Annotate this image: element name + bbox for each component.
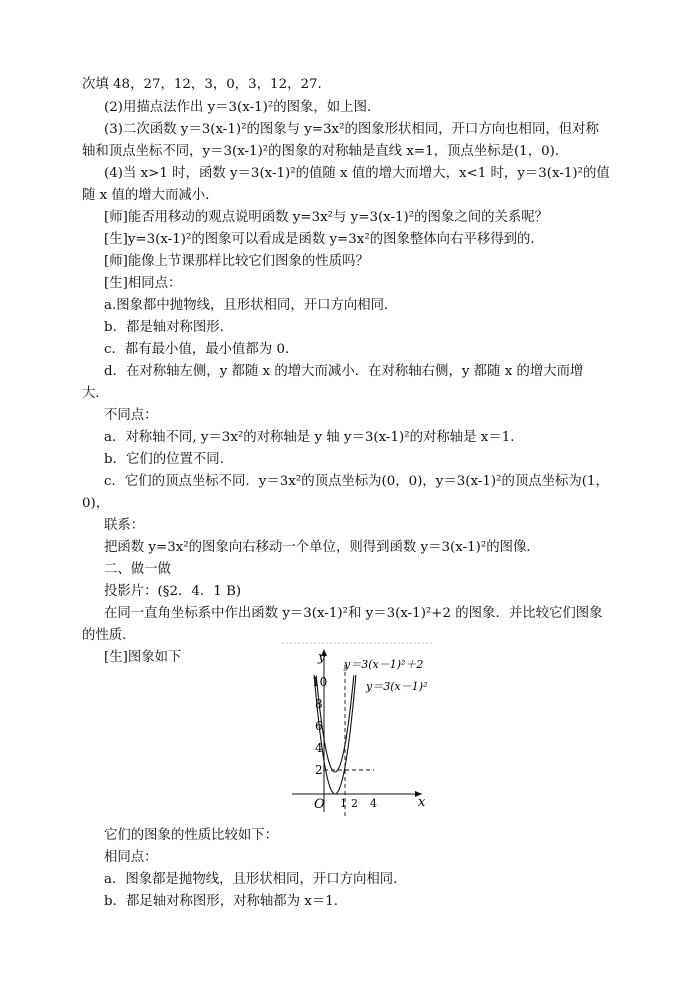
text-line-26: 的性质．	[82, 628, 136, 643]
y-tick-10: 10	[312, 675, 328, 689]
x-tick-1: 1	[340, 797, 347, 810]
text-line-25: 在同一直角坐标系中作出函数 y＝3(x-1)²和 y＝3(x-1)²+2 的图象．并比较它们图象	[104, 606, 603, 621]
text-line-9: [师]能像上节课那样比较它们图象的性质吗？	[104, 254, 369, 269]
x-tick-2: 2	[351, 797, 358, 810]
text-line-6: 随 x 值的增大而减小．	[82, 188, 219, 203]
text-line-23: 二、做一做	[104, 562, 171, 577]
text-line-4: 轴和顶点坐标不同，y＝3(x-1)²的图象的对称轴是直线 x=1，顶点坐标是(1，0)．	[82, 144, 569, 159]
text-line-20: 0)，	[82, 496, 110, 511]
text-line-11: a.图象都中抛物线，且形状相同，开口方向相同．	[104, 298, 398, 313]
text-line-13: c．都有最小值，最小值都为 0．	[104, 342, 299, 357]
text-line-28: 它们的图象的性质比较如下：	[104, 828, 279, 843]
y-tick-2: 2	[315, 763, 323, 777]
text-line-18: b．它们的位置不同．	[104, 452, 234, 467]
text-line-10: [生]相同点：	[104, 276, 182, 291]
text-line-2: (2)用描点法作出 y＝3(x-1)²的图象，如上图．	[104, 100, 381, 115]
text-line-29: 相同点：	[104, 850, 158, 865]
text-line-24: 投影片：(§2．4．1 B)	[104, 584, 242, 599]
text-line-8: [生]y=3(x-1)²的图象可以看成是函数 y=3x²的图象整体向右平移得到的．	[104, 232, 544, 247]
x-tick-4: 4	[370, 797, 377, 810]
y-tick-8: 8	[315, 697, 323, 711]
text-line-27: [生]图象如下	[104, 650, 182, 665]
text-line-12: b．都是轴对称图形．	[104, 320, 234, 335]
text-line-14: d．在对称轴左侧，y 都随 x 的增大而减小．在对称轴右侧，y 都随 x 的增大而增	[104, 364, 584, 379]
text-line-15: 大．	[82, 386, 109, 401]
y-axis-label: y	[318, 650, 326, 665]
lower-curve-label: y＝3(x－1)²	[366, 680, 428, 693]
text-line-21: 联系：	[104, 518, 145, 533]
text-line-31: b．都足轴对称图形，对称轴都为 x＝1．	[104, 894, 348, 909]
origin-label: O	[314, 797, 325, 812]
text-line-5: (4)当 x>1 时，函数 y＝3(x-1)²的值随 x 值的增大而增大，x<1 时，y＝3(x-1)²的值	[104, 166, 610, 181]
y-tick-6: 6	[315, 719, 323, 733]
text-line-17: a．对称轴不同, y＝3x²的对称轴是 y 轴 y＝3(x-1)²的对称轴是 x＝1．	[104, 430, 524, 445]
text-line-22: 把函数 y=3x²的图象向右移动一个单位，则得到函数 y＝3(x-1)²的图像．	[104, 540, 540, 555]
parabola-figure	[282, 640, 432, 820]
text-line-3: (3)二次函数 y＝3(x-1)²的图象与 y=3x²的图象形状相同，开口方向也相同，但对称	[104, 122, 599, 137]
text-line-1: 次填 48，27，12，3，0，3，12，27．	[82, 77, 331, 92]
x-axis-label: x	[418, 795, 426, 810]
text-line-30: a．图象都是抛物线，且形状相同，开口方向相同．	[104, 872, 407, 887]
upper-curve-label: y＝3(x－1)²＋2	[344, 658, 424, 671]
text-line-7: [师]能否用移动的观点说明函数 y=3x²与 y=3(x-1)²的图象之间的关系呢？	[104, 210, 549, 225]
y-tick-4: 4	[315, 741, 323, 755]
text-line-16: 不同点：	[104, 408, 158, 423]
text-line-19: c．它们的顶点坐标不同．y＝3x²的顶点坐标为(0，0)，y＝3(x-1)²的顶点坐标为(1，	[104, 474, 609, 489]
